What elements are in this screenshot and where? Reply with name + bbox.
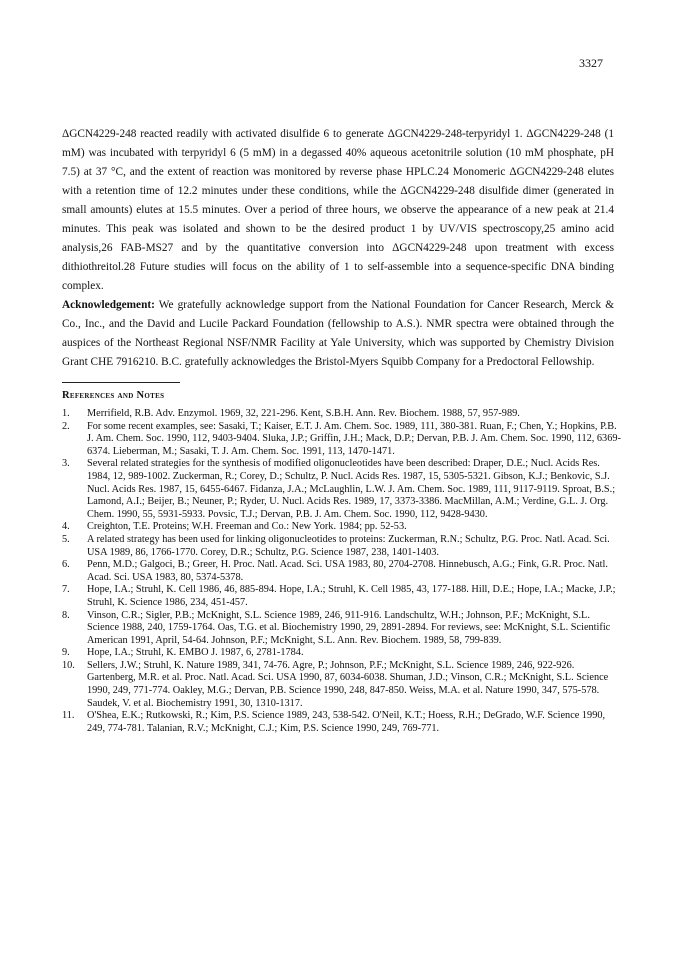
reference-number: 1. (62, 408, 70, 419)
reference-item (62, 660, 622, 710)
reference-item (62, 521, 622, 534)
reference-item (62, 559, 622, 584)
reference-number: 3. (62, 458, 70, 470)
reference-item (62, 408, 622, 421)
reference-item (62, 610, 622, 648)
reference-text: A related strategy has been used for linking oligonucleotides to proteins: Zuckerman, R.N.; Schultz, P.G. Proc. Natl. Acad. Sci. USA 1989, 86, 1766-1770. Corey, D.R.; Schultz, P.G. Science 1987, 238, 1401-1403. (87, 533, 610, 558)
reference-item (62, 421, 622, 459)
reference-text: Vinson, C.R.; Sigler, P.B.; McKnight, S.L. Science 1989, 246, 911-916. Landschultz, W.H.; Johnson, P.F.; McKnight, S.L. Science 1988, 240, 1759-1764. Oas, T.G. et al. Biochemistry 1990, 29, 2891-2894. For reviews, see: McKnight, S.L. Scientific American 1991, April, 54-64. Johnson, P.F.; McKnight, S.L. Ann. Rev. Biochem. 1989, 58, 799-839. (87, 609, 611, 646)
reference-item (62, 584, 622, 609)
reference-text: O'Shea, E.K.; Rutkowski, R.; Kim, P.S. Science 1989, 243, 538-542. O'Neil, K.T.; Hoess, R.H.; DeGrado, W.F. Science 1990, 249, 774-781. Talanian, R.V.; McKnight, C.J.; Kim, P.S. Science 1990, 249, 769-771. (87, 710, 606, 734)
main-text (62, 125, 614, 372)
reference-text: Hope, I.A.; Struhl, K. Cell 1986, 46, 885-894. Hope, I.A.; Struhl, K. Cell 1985, 43, 177-188. Hill, D.E.; Hope, I.A.; Macke, J.P.; Struhl, K. Science 1986, 234, 451-457. (87, 584, 616, 608)
reference-text: Penn, M.D.; Galgoci, B.; Greer, H. Proc. Natl. Acad. Sci. USA 1983, 80, 2704-2708. Hinnebusch, A.G.; Fink, G.R. Proc. Natl. Acad. Sci. USA 1983, 80, 5374-5378. (87, 559, 608, 583)
reference-item (62, 534, 622, 559)
page-number: 3327 (579, 56, 603, 70)
acknowledgement-text: We gratefully acknowledge support from the National Foundation for Cancer Research, Merck & Co., Inc., and the David and Lucile Packard Foundation (fellowship to A.S.). NMR spectra were obtained through the auspices of the Northeast Regional NSF/NMR Facility at Yale University, which was supported by Chemistry Division Grant CHE 7916210. B.C. gratefully acknowledges the Bristol-Myers Squibb Company for a Predoctoral Fellowship. (62, 299, 614, 368)
acknowledgement-heading: Acknowledgement: (62, 299, 155, 311)
reference-number: 6. (62, 559, 70, 571)
reference-text: Creighton, T.E. Proteins; W.H. Freeman and Co.: New York. 1984; pp. 52-53. (87, 521, 407, 533)
paragraph-acknowledgement (62, 296, 614, 372)
reference-text: Several related strategies for the synthesis of modified oligonucleotides have been described: Draper, D.E.; Nucl. Acids Res. 1984, 12, 989-1002. Zuckerman, R.; Corey, D.; Schultz, P. Nucl. Acids Res. 1987, 15, 5305-5321. Gibson, K.J.; Benkovic, S.J. Nucl. Acids Res. 1987, 15, 6455-6467. Fidanza, J.A.; McLaughlin, L.W. J. Am. Chem. Soc. 1989, 111, 9117-9119. Sproat, B.S.; Lamond, A.I.; Beijer, B.; Neuner, P.; Ryder, U. Nucl. Acids Res. 1989, 17, 3373-3386. MacMillan, A.M.; Verdine, G.L. J. Org. Chem. 1990, 55, 5931-5933. Povsic, T.J.; Dervan, P.B. J. Am. Chem. Soc. 1990, 112, 9428-9430. (87, 458, 616, 520)
references-list (62, 408, 622, 735)
reference-item (62, 710, 622, 735)
reference-text: For some recent examples, see: Sasaki, T.; Kaiser, E.T. J. Am. Chem. Soc. 1989, 111, 380-381. Ruan, F.; Chen, Y.; Hopkins, P.B. J. Am. Chem. Soc. 1990, 112, 9403-9404. Sluka, J.P.; Griffin, J.H.; Mack, D.P.; Dervan, P.B. J. Am. Chem. Soc. 1990, 112, 6369-6374. Lieberman, M.; Sasaki, T. J. Am. Chem. Soc. 1991, 113, 1470-1471. (87, 420, 621, 457)
reference-text: Hope, I.A.; Struhl, K. EMBO J. 1987, 6, 2781-1784. (87, 647, 304, 659)
references-heading: References and Notes (62, 390, 165, 401)
reference-item (62, 458, 622, 521)
reference-number: 9. (62, 647, 70, 659)
reference-item (62, 647, 622, 660)
reference-number: 10. (62, 659, 75, 671)
reference-number: 5. (62, 533, 70, 545)
reference-number: 4. (62, 521, 70, 533)
reference-text: Sellers, J.W.; Struhl, K. Nature 1989, 341, 74-76. Agre, P.; Johnson, P.F.; McKnight, S.L. Science 1989, 246, 922-926. Gartenberg, M.R. et al. Proc. Natl. Acad. Sci. USA 1990, 87, 6034-6038. Shuman, J.D.; Vinson, C.R.; McKnight, S.L. Science 1990, 249, 771-774. Oakley, M.G.; Dervan, P.B. Science 1990, 248, 847-850. Weiss, M.A. et al. Nature 1990, 347, 575-578. Saudek, V. et al. Biochemistry 1991, 30, 1310-1317. (87, 659, 609, 709)
reference-number: 11. (62, 710, 75, 722)
paragraph-results: ΔGCN4229-248 reacted readily with activated disulfide 6 to generate ΔGCN4229-248-terpyridyl 1. ΔGCN4229-248 (1 mM) was incubated with terpyridyl 6 (5 mM) in a degassed 40% aqueous acetonitrile solution (10 mM phosphate, pH 7.5) at 37 °C, and the extent of reaction was monitored by reverse phase HPLC.24 Monomeric ΔGCN4229-248 elutes with a retention time of 12.2 minutes under these conditions, while the ΔGCN4229-248 disulfide dimer (generated in small amounts) elutes at 15.5 minutes. Over a period of three hours, we observe the appearance of a new peak at 21.4 minutes. This peak was isolated and shown to be the desired product 1 by UV/VIS spectroscopy,25 amino acid analysis,26 FAB-MS27 and by the quantitative conversion into ΔGCN4229-248 upon treatment with excess dithiothreitol.28 Future studies will focus on the ability of 1 to self-assemble into a sequence-specific DNA binding complex. (62, 128, 614, 292)
reference-number: 8. (62, 609, 70, 621)
reference-number: 2. (62, 420, 70, 432)
reference-number: 7. (62, 584, 70, 596)
section-divider (62, 382, 180, 383)
reference-text: Merrifield, R.B. Adv. Enzymol. 1969, 32, 221-296. Kent, S.B.H. Ann. Rev. Biochem. 1988, 57, 957-989. (87, 408, 520, 419)
